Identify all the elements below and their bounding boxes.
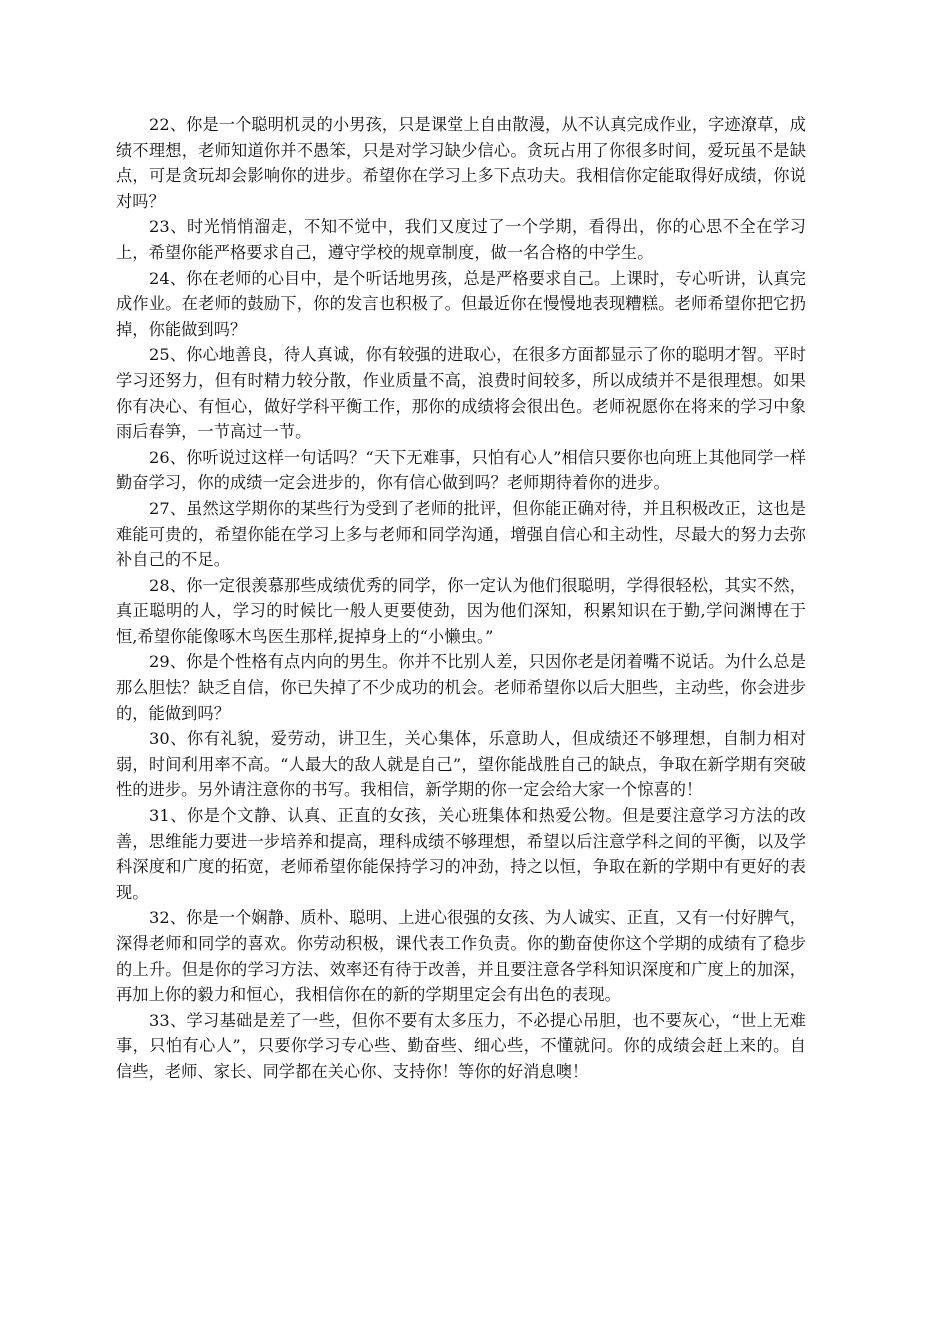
document-body <box>116 112 806 1085</box>
paragraph-31: 31、你是个文静、认真、正直的女孩，关心班集体和热爱公物。但是要注意学习方法的改善，思维能力要进一步培养和提高，理科成绩不够理想，希望以后注意学科之间的平衡，以及学科深度和广度的拓宽，老师希望你能保持学习的冲劲，持之以恒，争取在新的学期中有更好的表现。 <box>116 806 806 902</box>
paragraph-26: 26、你听说过这样一句话吗？“天下无难事，只怕有心人”相信只要你也向班上其他同学一样勤奋学习，你的成绩一定会进步的，你有信心做到吗？老师期待着你的进步。 <box>116 447 806 493</box>
paragraph-22: 22、你是一个聪明机灵的小男孩，只是课堂上自由散漫，从不认真完成作业，字迹潦草，成绩不理想，老师知道你并不愚笨，只是对学习缺少信心。贪玩占用了你很多时间，爱玩虽不是缺点，可是贪玩却会影响你的进步。希望你在学习上多下点功夫。我相信你定能取得好成绩，你说对吗？ <box>116 115 806 211</box>
paragraph-25: 25、你心地善良，待人真诚，你有较强的进取心，在很多方面都显示了你的聪明才智。平时学习还努力，但有时精力较分散，作业质量不高，浪费时间较多，所以成绩并不是很理想。如果你有决心、有恒心，做好学科平衡工作，那你的成绩将会很出色。老师祝愿你在将来的学习中象雨后春笋，一节高过一节。 <box>116 345 806 442</box>
paragraph-33: 33、学习基础是差了一些，但你不要有太多压力，不必提心吊胆，也不要灰心，“世上无难事，只怕有心人”，只要你学习专心些、勤奋些、细心些，不懂就问。你的成绩会赶上来的。自信些，老师、家长、同学都在关心你、支持你！等你的好消息噢！ <box>116 1010 806 1081</box>
paragraph-32: 32、你是一个娴静、质朴、聪明、上进心很强的女孩、为人诚实、正直，又有一付好脾气，深得老师和同学的喜欢。你劳动积极，课代表工作负责。你的勤奋使你这个学期的成绩有了稳步的上升。但是你的学习方法、效率还有待于改善，并且要注意各学科知识深度和广度上的加深，再加上你的毅力和恒心，我相信你在的新的学期里定会有出色的表现。 <box>116 908 806 1005</box>
paragraph-24: 24、你在老师的心目中，是个听话地男孩，总是严格要求自己。上课时，专心听讲，认真完成作业。在老师的鼓励下，你的发言也积极了。但最近你在慢慢地表现糟糕。老师希望你把它扔掉，你能做到吗？ <box>116 268 806 339</box>
paragraph-23: 23、时光悄悄溜走，不知不觉中，我们又度过了一个学期，看得出，你的心思不全在学习上，希望你能严格要求自己，遵守学校的规章制度，做一名合格的中学生。 <box>116 217 806 262</box>
paragraph-30: 30、你有礼貌，爱劳动，讲卫生，关心集体，乐意助人，但成绩还不够理想，自制力相对弱，时间利用率不高。“人最大的敌人就是自己”，望你能战胜自己的缺点，争取在新学期有突破性的进步。另外请注意你的书写。我相信，新学期的你一定会给大家一个惊喜的！ <box>116 729 806 800</box>
paragraph-27: 27、虽然这学期你的某些行为受到了老师的批评，但你能正确对待，并且积极改正，这也是难能可贵的，希望你能在学习上多与老师和同学沟通，增强自信心和主动性，尽最大的努力去弥补自己的不足。 <box>116 498 806 570</box>
paragraph-29: 29、你是个性格有点内向的男生。你并不比别人差，只因你老是闭着嘴不说话。为什么总是那么胆怯？缺乏自信，你已失掉了不少成功的机会。老师希望你以后大胆些，主动些，你会进步的，能做到吗？ <box>116 652 806 723</box>
paragraph-28: 28、你一定很羡慕那些成绩优秀的同学，你一定认为他们很聪明，学得很轻松，其实不然，真正聪明的人，学习的时候比一般人更要使劲，因为他们深知，积累知识在于勤,学问渊博在于恒,希望你能像啄木鸟医生那样,捉掉身上的“小懒虫。” <box>116 575 806 646</box>
